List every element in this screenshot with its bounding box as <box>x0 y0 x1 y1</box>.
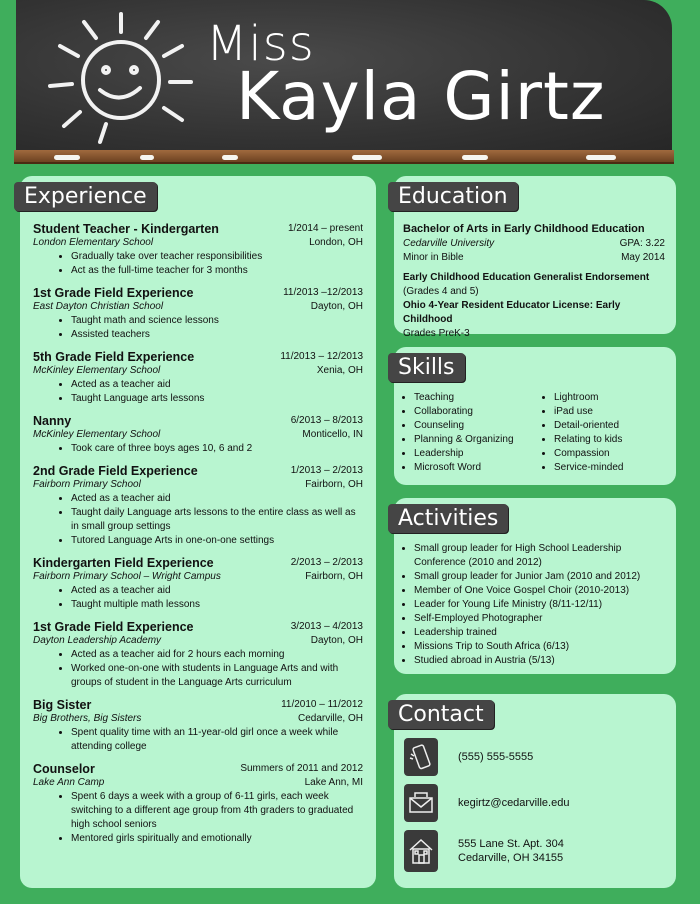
job-bullet: • Acted as a teacher aid <box>71 492 363 506</box>
job-bullets <box>33 492 363 548</box>
job-bullet: • Acted as a teacher aid <box>71 584 363 598</box>
job-location: Monticello, IN <box>302 429 363 440</box>
job-organization: Lake Ann Camp <box>33 777 105 788</box>
name-last-line: Kayla Girtz <box>236 58 606 135</box>
job-location: Lake Ann, MI <box>304 777 363 788</box>
license-grades: Grades PreK-3 <box>403 328 470 339</box>
school-name: Cedarville University <box>403 238 495 249</box>
chalk-piece <box>352 155 382 160</box>
job-bullet: • Spent quality time with an 11-year-old girl once a week while attending college <box>71 726 363 754</box>
job-bullets <box>33 790 363 846</box>
degree-title: Bachelor of Arts in Early Childhood Education <box>403 223 645 235</box>
chalk-ledge <box>14 150 674 164</box>
job-bullet: • Tutored Language Arts in one-on-one settings <box>71 534 363 548</box>
education-heading: Education <box>388 182 518 211</box>
job-organization: Fairborn Primary School <box>33 479 141 490</box>
email-address: kegirtz@cedarville.edu <box>458 797 570 809</box>
job-title: 1st Grade Field Experience <box>33 286 194 300</box>
contact-heading: Contact <box>388 700 494 729</box>
experience-entry <box>33 464 363 548</box>
job-dates: 11/2013 – 12/2013 <box>280 351 363 362</box>
job-organization: Fairborn Primary School – Wright Campus <box>33 571 221 582</box>
skills-column-2 <box>534 391 674 475</box>
phone-number: (555) 555-5555 <box>458 751 534 763</box>
job-bullets <box>33 314 363 342</box>
job-organization: McKinley Elementary School <box>33 429 161 440</box>
chalk-piece <box>140 155 154 160</box>
skills-column-1 <box>384 391 534 475</box>
job-bullet: • Gradually take over teacher responsibilities <box>71 250 363 264</box>
job-bullets <box>33 648 363 690</box>
job-bullet: • Taught math and science lessons <box>71 314 363 328</box>
job-title: Student Teacher - Kindergarten <box>33 222 219 236</box>
experience-entry <box>33 698 363 754</box>
job-bullet: • Worked one-on-one with students in Language Arts and with groups of student in the Language Arts curriculum <box>71 662 363 690</box>
job-dates: 2/2013 – 2/2013 <box>290 557 363 568</box>
job-dates: 11/2010 – 11/2012 <box>281 699 363 710</box>
skills-panel <box>394 347 676 485</box>
job-title: 5th Grade Field Experience <box>33 350 195 364</box>
activity-item: • Studied abroad in Austria (5/13) <box>414 654 674 668</box>
job-organization: McKinley Elementary School <box>33 365 161 376</box>
job-location: Fairborn, OH <box>305 571 363 582</box>
experience-list <box>33 222 363 854</box>
job-bullet: • Mentored girls spiritually and emotionally <box>71 832 363 846</box>
experience-entry <box>33 350 363 406</box>
skill-item: • Service-minded <box>554 461 674 475</box>
experience-heading: Experience <box>14 182 157 211</box>
job-title: Counselor <box>33 762 95 776</box>
experience-entry <box>33 556 363 612</box>
job-bullet: • Assisted teachers <box>71 328 363 342</box>
activity-item: • Small group leader for Junior Jam (2010 and 2012) <box>414 570 674 584</box>
skill-item: • Relating to kids <box>554 433 674 447</box>
skill-item: • Microsoft Word <box>414 461 534 475</box>
job-title: 1st Grade Field Experience <box>33 620 194 634</box>
chalk-piece <box>586 155 616 160</box>
skill-item: • Teaching <box>414 391 534 405</box>
activity-item: • Leader for Young Life Ministry (8/11-12/11) <box>414 598 674 612</box>
chalk-piece <box>54 155 80 160</box>
skill-item: • Collaborating <box>414 405 534 419</box>
name-first-line: Miss <box>206 16 315 72</box>
job-dates: 3/2013 – 4/2013 <box>290 621 363 632</box>
job-location: London, OH <box>309 237 363 248</box>
job-organization: Dayton Leadership Academy <box>33 635 162 646</box>
job-bullet: • Acted as a teacher aid for 2 hours each morning <box>71 648 363 662</box>
job-title: Nanny <box>33 414 72 428</box>
activity-item: • Self-Employed Photographer <box>414 612 674 626</box>
experience-panel <box>20 176 376 888</box>
job-organization: London Elementary School <box>33 237 154 248</box>
job-bullet: • Taught Language arts lessons <box>71 392 363 406</box>
job-bullet: • Acted as a teacher aid <box>71 378 363 392</box>
job-organization: Big Brothers, Big Sisters <box>33 713 142 724</box>
skill-item: • Counseling <box>414 419 534 433</box>
gpa-text: GPA: 3.22 <box>619 238 665 249</box>
job-location: Dayton, OH <box>310 635 363 646</box>
experience-entry <box>33 414 363 456</box>
job-location: Cedarville, OH <box>297 713 363 724</box>
job-dates: 11/2013 –12/2013 <box>283 287 363 298</box>
activities-list <box>384 542 674 668</box>
job-bullet: • Took care of three boys ages 10, 6 and 2 <box>71 442 363 456</box>
job-dates: 1/2013 – 2/2013 <box>290 465 363 476</box>
envelope-icon <box>404 784 438 822</box>
job-bullet: • Taught multiple math lessons <box>71 598 363 612</box>
chalkboard-header <box>16 0 672 152</box>
sun-drawing <box>36 8 206 148</box>
job-location: Fairborn, OH <box>305 479 363 490</box>
address-line-2: Cedarville, OH 34155 <box>458 852 564 864</box>
experience-entry <box>33 286 363 342</box>
activity-item: • Missions Trip to South Africa (6/13) <box>414 640 674 654</box>
education-panel <box>394 176 676 339</box>
skills-heading: Skills <box>388 353 465 382</box>
job-dates: 6/2013 – 8/2013 <box>290 415 363 426</box>
job-bullet: • Spent 6 days a week with a group of 6-11 girls, each week switching to a different age group from 4th graders to graduated high school seniors <box>71 790 363 832</box>
license-title: Ohio 4-Year Resident Educator License: Early Childhood <box>403 300 621 325</box>
job-bullet: • Taught daily Language arts lessons to the entire class as well as in small group settings <box>71 506 363 534</box>
skill-item: • Lightroom <box>554 391 674 405</box>
job-title: Kindergarten Field Experience <box>33 556 214 570</box>
activities-heading: Activities <box>388 504 508 533</box>
minor-text: Minor in Bible <box>403 252 464 263</box>
skill-item: • Compassion <box>554 447 674 461</box>
job-bullets <box>33 584 363 612</box>
job-bullets <box>33 250 363 278</box>
job-dates: Summers of 2011 and 2012 <box>240 763 363 774</box>
skill-item: • Planning & Organizing <box>414 433 534 447</box>
activity-item: • Leadership trained <box>414 626 674 640</box>
activity-item: • Member of One Voice Gospel Choir (2010-2013) <box>414 584 674 598</box>
job-bullets <box>33 726 363 754</box>
contact-panel <box>394 694 676 888</box>
experience-entry <box>33 620 363 690</box>
skill-item: • Leadership <box>414 447 534 461</box>
chalk-piece <box>222 155 238 160</box>
job-dates: 1/2014 – present <box>287 223 363 234</box>
endorsement-title: Early Childhood Education Generalist Endorsement <box>403 272 650 283</box>
skill-item: • iPad use <box>554 405 674 419</box>
experience-entry <box>33 222 363 278</box>
experience-entry <box>33 762 363 846</box>
skill-item: • Detail-oriented <box>554 419 674 433</box>
chalk-piece <box>462 155 488 160</box>
job-title: 2nd Grade Field Experience <box>33 464 198 478</box>
job-bullets <box>33 378 363 406</box>
house-icon <box>404 830 438 872</box>
job-organization: East Dayton Christian School <box>33 301 164 312</box>
job-title: Big Sister <box>33 698 92 712</box>
activity-item: • Small group leader for High School Leadership Conference (2010 and 2012) <box>414 542 674 570</box>
phone-icon <box>404 738 438 776</box>
address-line-1: 555 Lane St. Apt. 304 <box>458 838 564 850</box>
job-bullets <box>33 442 363 456</box>
graduation-date: May 2014 <box>621 252 665 263</box>
job-location: Dayton, OH <box>310 301 363 312</box>
endorsement-grades: (Grades 4 and 5) <box>403 286 479 297</box>
activities-panel <box>394 498 676 674</box>
job-location: Xenia, OH <box>316 365 363 376</box>
job-bullet: • Act as the full-time teacher for 3 months <box>71 264 363 278</box>
